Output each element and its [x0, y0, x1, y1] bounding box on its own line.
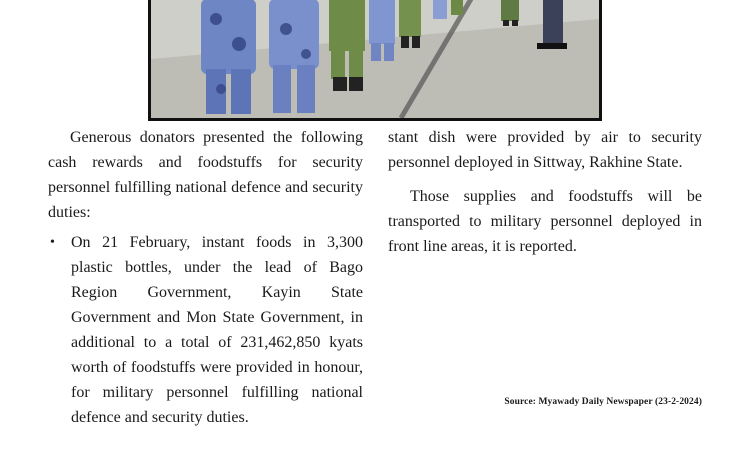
donation-list — [48, 230, 363, 430]
bullet-icon: • — [50, 235, 55, 250]
source-credit: Source: Myawady Daily Newspaper (23-2-2024) — [504, 397, 702, 407]
photo-scene — [151, 0, 599, 118]
security-personnel-photo — [148, 0, 602, 121]
intro-paragraph: Generous donators presented the following cash rewards and foodstuffs for security personnel fulfilling national defence and security duties: — [48, 129, 363, 221]
continuation-paragraph: stant dish were provided by air to security personnel deployed in Sittway, Rakhine State. — [388, 129, 702, 171]
list-item-text: On 21 February, instant foods in 3,300 plastic bottles, under the lead of Bago Region Government, Kayin State Government and Mon State Government, in additional to a total of 231,462,850 kyats worth of foodstuffs were provided in honour, for military personnel fulfilling national defence and security duties. — [71, 234, 363, 426]
list-item — [48, 230, 363, 430]
closing-paragraph: Those supplies and foodstuffs will be transported to military personnel deployed in front line areas, it is reported. — [388, 188, 702, 255]
right-column — [388, 125, 702, 259]
left-column — [48, 125, 363, 430]
